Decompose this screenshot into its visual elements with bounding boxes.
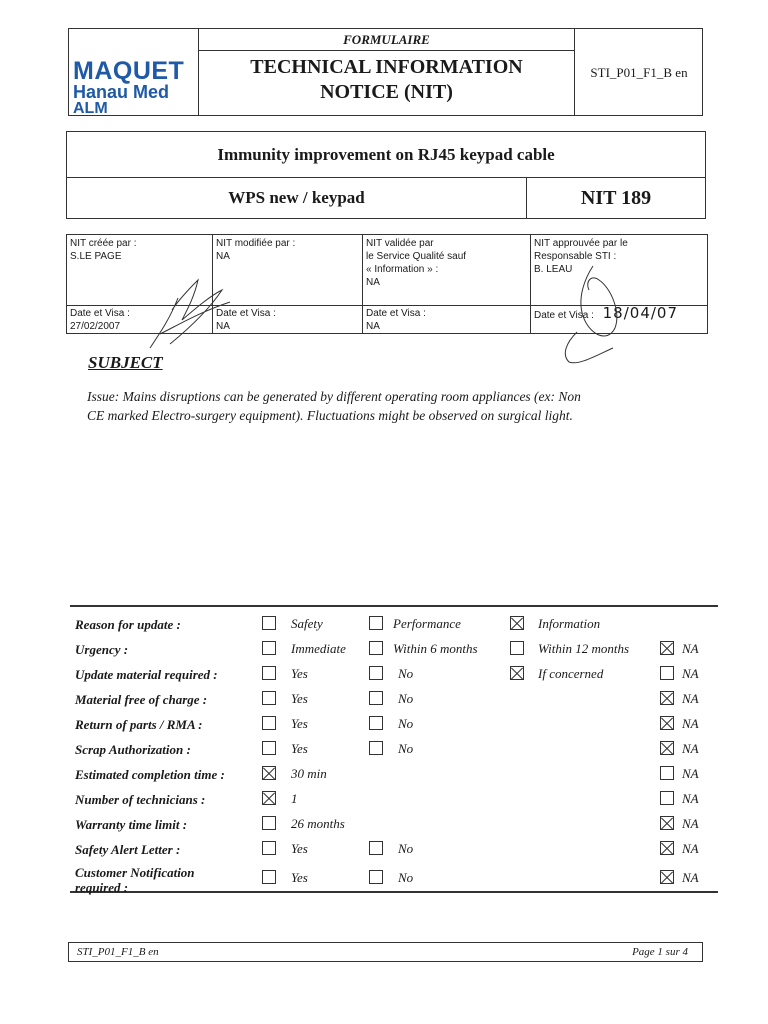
checkbox-na[interactable] [660,716,674,730]
sig-approved-value: B. LEAU [534,264,573,275]
nit-subject-title: Immunity improvement on RJ45 keypad cable [67,132,705,178]
checkbox-no[interactable] [369,716,383,730]
option-label: Information [538,616,601,631]
sig-created-date: 27/02/2007 [70,321,121,332]
logo-line-1: MAQUET [73,57,185,85]
row-label: Number of technicians : [75,792,206,807]
sig-validated-value: NA [366,277,380,288]
checkbox-na[interactable] [660,791,674,805]
subject-heading: SUBJECT [88,353,163,372]
sig-modified-date-label: Date et Visa : [216,308,276,319]
checkbox-na[interactable] [660,666,674,680]
checkbox-no[interactable] [369,841,383,855]
na-label: NA [682,766,699,781]
option-label: Yes [291,841,308,856]
option-label: Within 12 months [538,641,630,656]
row-label [75,865,195,895]
maquet-logo [73,59,197,117]
row-return-of-parts [70,712,718,737]
na-label: NA [682,870,699,885]
option-label: Performance [393,616,461,631]
checkbox-yes[interactable] [262,870,276,884]
sig-validated-label-2: le Service Qualité sauf [366,251,467,262]
na-label: NA [682,691,699,706]
sig-approved-date-label: Date et Visa : [534,310,594,321]
row-material-free [70,687,718,712]
logo-line-3: ALM [73,100,108,117]
checkbox-if-concerned[interactable] [510,666,524,680]
option-label: Yes [291,741,308,756]
row-warranty-time-limit [70,812,718,837]
row-urgency [70,637,718,662]
page-title [199,55,574,105]
option-label: 26 months [291,816,345,831]
sig-created-label: NIT créée par : [70,238,137,249]
checkbox-na[interactable] [660,641,674,655]
header-title-cell [199,29,574,115]
title-line-2: NOTICE (NIT) [320,81,453,103]
subject-line-1: Issue: Mains disruptions can be generated by different operating room appliances (ex: Non [87,389,581,404]
title-line-1: TECHNICAL INFORMATION [250,56,523,78]
row-label-line-1: Customer Notification [75,865,195,880]
checkbox-na[interactable] [660,766,674,780]
row-label: Urgency : [75,642,129,657]
option-label: No [398,870,414,885]
option-label: Yes [291,691,308,706]
row-completion-time [70,762,718,787]
option-label: Yes [291,716,308,731]
page-footer [68,942,703,962]
row-label: Estimated completion time : [75,767,225,782]
checkbox-performance[interactable] [369,616,383,630]
sig-validated-date-label: Date et Visa : [366,308,426,319]
na-label: NA [682,666,699,681]
row-label: Update material required : [75,667,218,682]
sig-created-value: S.LE PAGE [70,251,122,262]
footer-doc-code: STI_P01_F1_B en [77,946,159,958]
option-label: 30 min [291,766,327,781]
option-label: If concerned [538,666,604,681]
sig-validated-cell [363,235,531,333]
sig-approved-date: 18/04/07 [602,304,679,322]
option-label: No [398,741,414,756]
row-label-line-2: required : [75,880,129,895]
na-label: NA [682,816,699,831]
nit-product: WPS new / keypad [67,178,527,218]
option-label: No [398,841,414,856]
checkbox-information[interactable] [510,616,524,630]
nit-number: NIT 189 [580,187,652,209]
checkbox-na[interactable] [660,691,674,705]
row-number-of-technicians [70,787,718,812]
na-label: NA [682,641,699,656]
checkbox-na[interactable] [660,870,674,884]
form-label: FORMULAIRE [199,29,574,51]
checkbox-yes[interactable] [262,691,276,705]
checkbox-within-12-months[interactable] [510,641,524,655]
option-label: No [398,666,414,681]
checkbox-completion-time[interactable] [262,766,276,780]
option-label: No [398,716,414,731]
checkbox-no[interactable] [369,666,383,680]
sig-modified-label: NIT modifiée par : [216,238,296,249]
checkbox-no[interactable] [369,691,383,705]
row-customer-notification [70,860,718,895]
doc-code-cell [574,29,702,115]
option-label: 1 [291,791,298,806]
option-label: Safety [291,616,323,631]
form-header [68,28,703,116]
checkbox-warranty[interactable] [262,816,276,830]
sig-validated-label-3: « Information » : [366,264,439,275]
sig-modified-date: NA [216,321,230,332]
option-label: Immediate [291,641,346,656]
sig-validated-date: NA [366,321,380,332]
option-label: Yes [291,870,308,885]
signature-scribble-1 [140,268,250,358]
na-label: NA [682,741,699,756]
checkbox-na[interactable] [660,741,674,755]
subject-text [87,387,687,425]
row-label: Material free of charge : [75,692,208,707]
checkbox-na[interactable] [660,816,674,830]
checkbox-na[interactable] [660,841,674,855]
checkbox-within-6-months[interactable] [369,641,383,655]
update-info-grid [70,605,718,893]
sig-validated-label-1: NIT validée par [366,238,434,249]
checkbox-yes[interactable] [262,741,276,755]
na-label: NA [682,791,699,806]
sig-modified-value: NA [216,251,230,262]
doc-code: STI_P01_F1_B en [590,65,688,80]
checkbox-technicians[interactable] [262,791,276,805]
row-label: Reason for update : [75,617,181,632]
row-label: Scrap Authorization : [75,742,191,757]
na-label: NA [682,716,699,731]
logo-cell [69,29,199,115]
checkbox-no[interactable] [369,870,383,884]
row-label: Warranty time limit : [75,817,188,832]
checkbox-yes[interactable] [262,716,276,730]
sig-created-date-label: Date et Visa : [70,308,130,319]
sig-approved-label-2: Responsable STI : [534,251,617,262]
row-safety-alert-letter [70,837,718,862]
logo-line-2: Hanau Med [73,82,170,102]
checkbox-immediate[interactable] [262,641,276,655]
row-update-material [70,662,718,687]
row-label: Safety Alert Letter : [75,842,181,857]
checkbox-safety[interactable] [262,616,276,630]
option-label: Within 6 months [393,641,478,656]
signature-scribble-2 [555,258,630,368]
option-label: No [398,691,414,706]
page-number: Page 1 sur 4 [632,946,688,958]
row-reason-for-update [70,612,718,637]
row-scrap-authorization [70,737,718,762]
sig-approved-label-1: NIT approuvée par le [534,238,628,249]
option-label: Yes [291,666,308,681]
checkbox-yes[interactable] [262,666,276,680]
row-label: Return of parts / RMA : [75,717,203,732]
nit-title-block [66,131,706,219]
checkbox-no[interactable] [369,741,383,755]
na-label: NA [682,841,699,856]
subject-line-2: CE marked Electro-surgery equipment). Fluctuations might be observed on surgical light. [87,408,573,423]
checkbox-yes[interactable] [262,841,276,855]
